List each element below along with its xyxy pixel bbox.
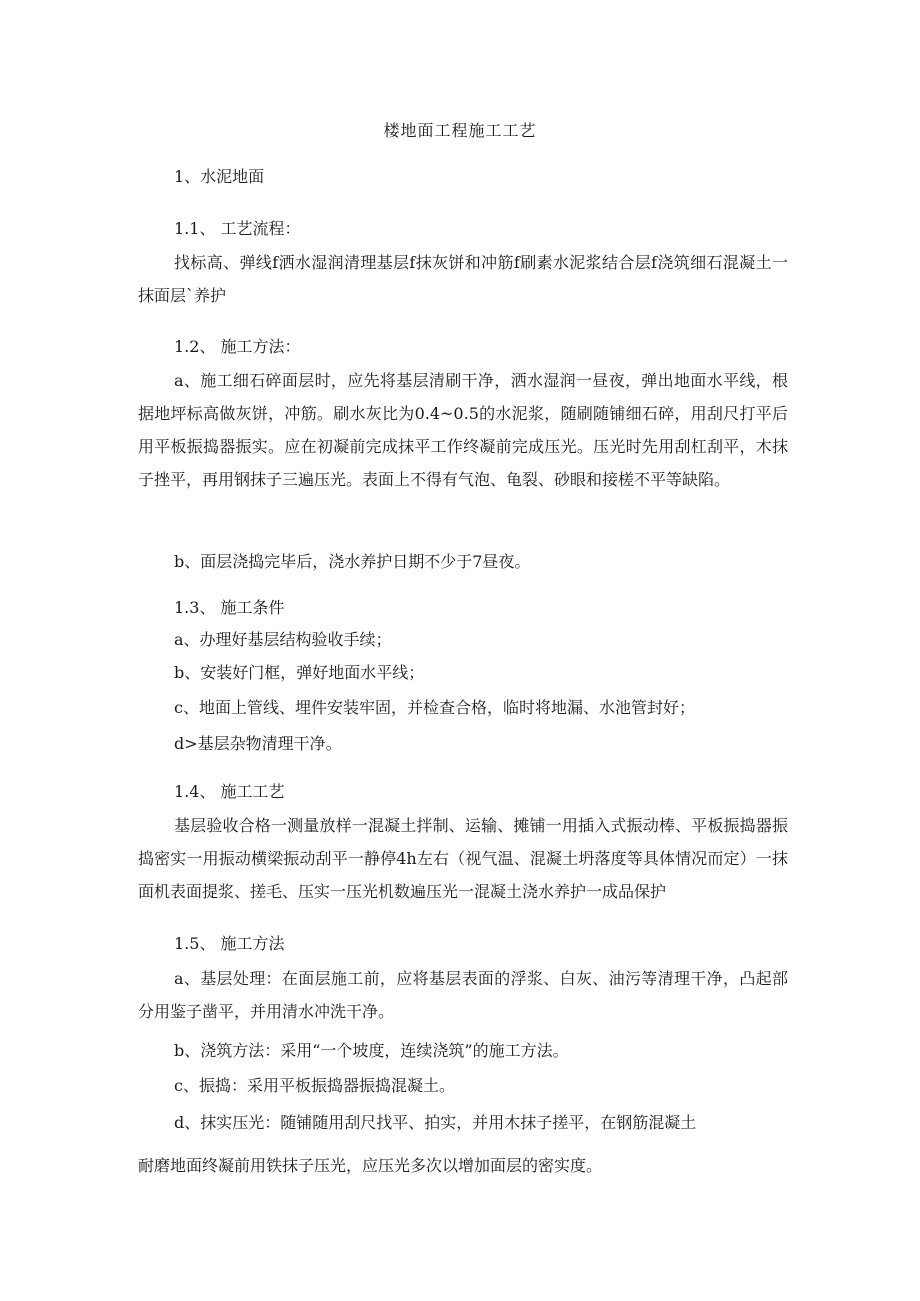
method-paragraph-b: b、面层浇捣完毕后，浇水养护日期不少于7昼夜。	[174, 552, 531, 571]
craft-paragraph: 基层验收合格一测量放样一混凝土拌制、运输、摊铺一用插入式振动棒、平板振捣器振捣密实一用振动横梁振动刮平一静停4h左右（视气温、混凝土坍落度等具体情况而定）一抹面机表面提浆、搓毛、压实一压光机数遍压光一混凝土浇水养护一成品保护	[138, 816, 788, 901]
document-title: 楼地面工程施工工艺	[383, 121, 537, 140]
condition-item-c: c、地面上管线、埋件安装牢固，并检查合格，临时将地漏、水池管封好；	[174, 698, 695, 717]
method2-item-b: b、浇筑方法：采用“一个坡度，连续浇筑”的施工方法。	[174, 1041, 569, 1060]
section-heading-1-2: 1.2、 施工方法：	[174, 337, 301, 356]
method2-item-d: d、抹实压光：随铺随用刮尺找平、拍实，并用木抹子搓平，在钢筋混凝土	[174, 1113, 697, 1132]
method-paragraph-a: a、施工细石碎面层时，应先将基层清刷干净，洒水湿润一昼夜，弹出地面水平线，根据地坪标高做灰饼，冲筋。刷水灰比为0.4~0.5的水泥浆，随刷随铺细石碎，用刮尺打平后用平板振捣器振实。应在初凝前完成抹平工作终凝前完成压光。压光时先用刮杠刮平，木抹子挫平，再用钢抹子三遍压光。表面上不得有气泡、龟裂、砂眼和接槎不平等缺陷。	[138, 371, 788, 489]
section-heading-1: 1、水泥地面	[174, 167, 265, 186]
section-heading-1-3: 1.3、 施工条件	[174, 598, 285, 617]
method2-item-d-continued: 耐磨地面终凝前用铁抹子压光，应压光多次以增加面层的密实度。	[138, 1156, 603, 1175]
section-heading-1-4: 1.4、 施工工艺	[174, 782, 285, 801]
process-flow-paragraph: 找标高、弹线f洒水湿润清理基层f抹灰饼和冲筋f刷素水泥浆结合层f浇筑细石混凝土一抹面层`养护	[138, 253, 788, 305]
condition-item-a: a、办理好基层结构验收手续；	[174, 630, 392, 649]
section-heading-1-1: 1.1、 工艺流程：	[174, 219, 301, 238]
condition-item-b: b、安装好门框，弹好地面水平线；	[174, 663, 425, 682]
method2-item-c: c、振捣：采用平板振捣器振捣混凝土。	[174, 1076, 455, 1095]
condition-item-d: d>基层杂物清理干净。	[174, 734, 342, 753]
section-heading-1-5: 1.5、 施工方法	[174, 934, 285, 953]
method2-paragraph-a: a、基层处理：在面层施工前，应将基层表面的浮浆、白灰、油污等清理干净，凸起部分用鉴子凿平，并用清水冲洗干净。	[138, 969, 788, 1021]
